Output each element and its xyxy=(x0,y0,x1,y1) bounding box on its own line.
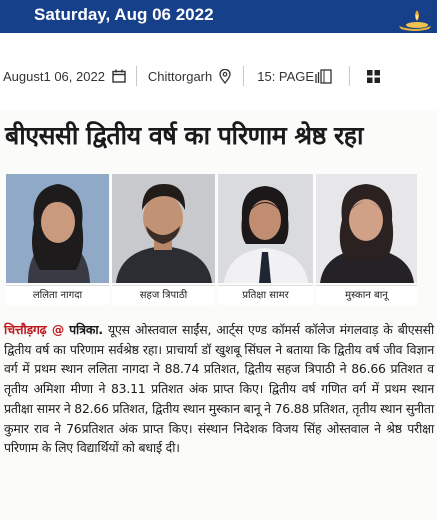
lamp-logo-icon xyxy=(395,6,435,32)
photo-caption: ललिता नागदा xyxy=(6,285,109,305)
student-photo xyxy=(112,174,215,283)
edition-city-label: Chittorgarh xyxy=(147,68,213,84)
student-photo xyxy=(6,174,109,283)
photo-caption: मुस्कान बानू xyxy=(316,285,417,305)
article-publication: पत्रिका. xyxy=(69,322,103,337)
article-dateline: चित्तौड़गढ़ @ xyxy=(4,322,65,337)
article-meta-toolbar xyxy=(0,61,437,91)
grid-icon xyxy=(367,70,380,83)
student-portrait xyxy=(112,174,215,283)
student-portrait xyxy=(316,174,417,283)
edition-banner-date: Saturday, Aug 06 2022 xyxy=(34,5,214,24)
edition-date-label: August1 06, 2022 xyxy=(3,68,105,84)
article-body-text: यूएस ओस्तवाल साईंस, आर्ट्स एण्ड कॉमर्स कॉलेज मंगलवाड़ के बीएससी द्वितीय वर्ष का परिणाम सर्वश्रेष्ठ रहा। प्राचार्या डॉ खुशबू सिंघल ने बताया कि द्वितीय वर्ष जीव विज्ञान वर्ग में प्रथम स्थान ललिता नागदा ने 88.74 प्रतिशत, द्वितीय सहज त्रिपाठी ने 86.66 प्रतिशत व तृतीय अमिशा मीणा ने 83.11 प्रतिशत अंक प्राप्त किए। द्वितीय वर्ष गणित वर्ग में प्रथम स्थान प्रतीक्षा सामर ने 82.66 प्रतिशत, द्वितीय स्थान मुस्कान बानू ने 76.88 प्रतिशत, तृतीय स्थान सुनीता कुमार राव ने 76प्रतिशत अंक प्राप्त किए। संस्थान निदेशक विजय सिंह ओस्तवाल ने श्रेष्ठ परीक्षा परिणाम के लिए विद्यार्थियों को बधाई दी। xyxy=(4,322,434,456)
student-portrait xyxy=(218,174,313,283)
map-pin-icon xyxy=(219,69,231,84)
photo-caption: सहज त्रिपाठी xyxy=(112,285,215,305)
photo-caption: प्रतिक्षा सामर xyxy=(218,285,313,305)
article-headline: बीएससी द्वितीय वर्ष का परिणाम श्रेष्ठ रहा xyxy=(5,121,363,150)
student-photo xyxy=(218,174,313,283)
edition-city[interactable] xyxy=(137,61,243,91)
pages-icon xyxy=(315,69,333,84)
student-portrait xyxy=(6,174,109,283)
article-body xyxy=(4,320,434,458)
news-clipping xyxy=(0,110,437,520)
student-photo xyxy=(316,174,417,283)
edition-date[interactable] xyxy=(0,61,136,91)
calendar-icon xyxy=(112,69,126,83)
edition-banner xyxy=(0,0,437,33)
grid-view-button[interactable] xyxy=(350,61,380,91)
edition-page-label: 15: PAGE xyxy=(257,68,315,84)
edition-page[interactable] xyxy=(244,61,349,91)
